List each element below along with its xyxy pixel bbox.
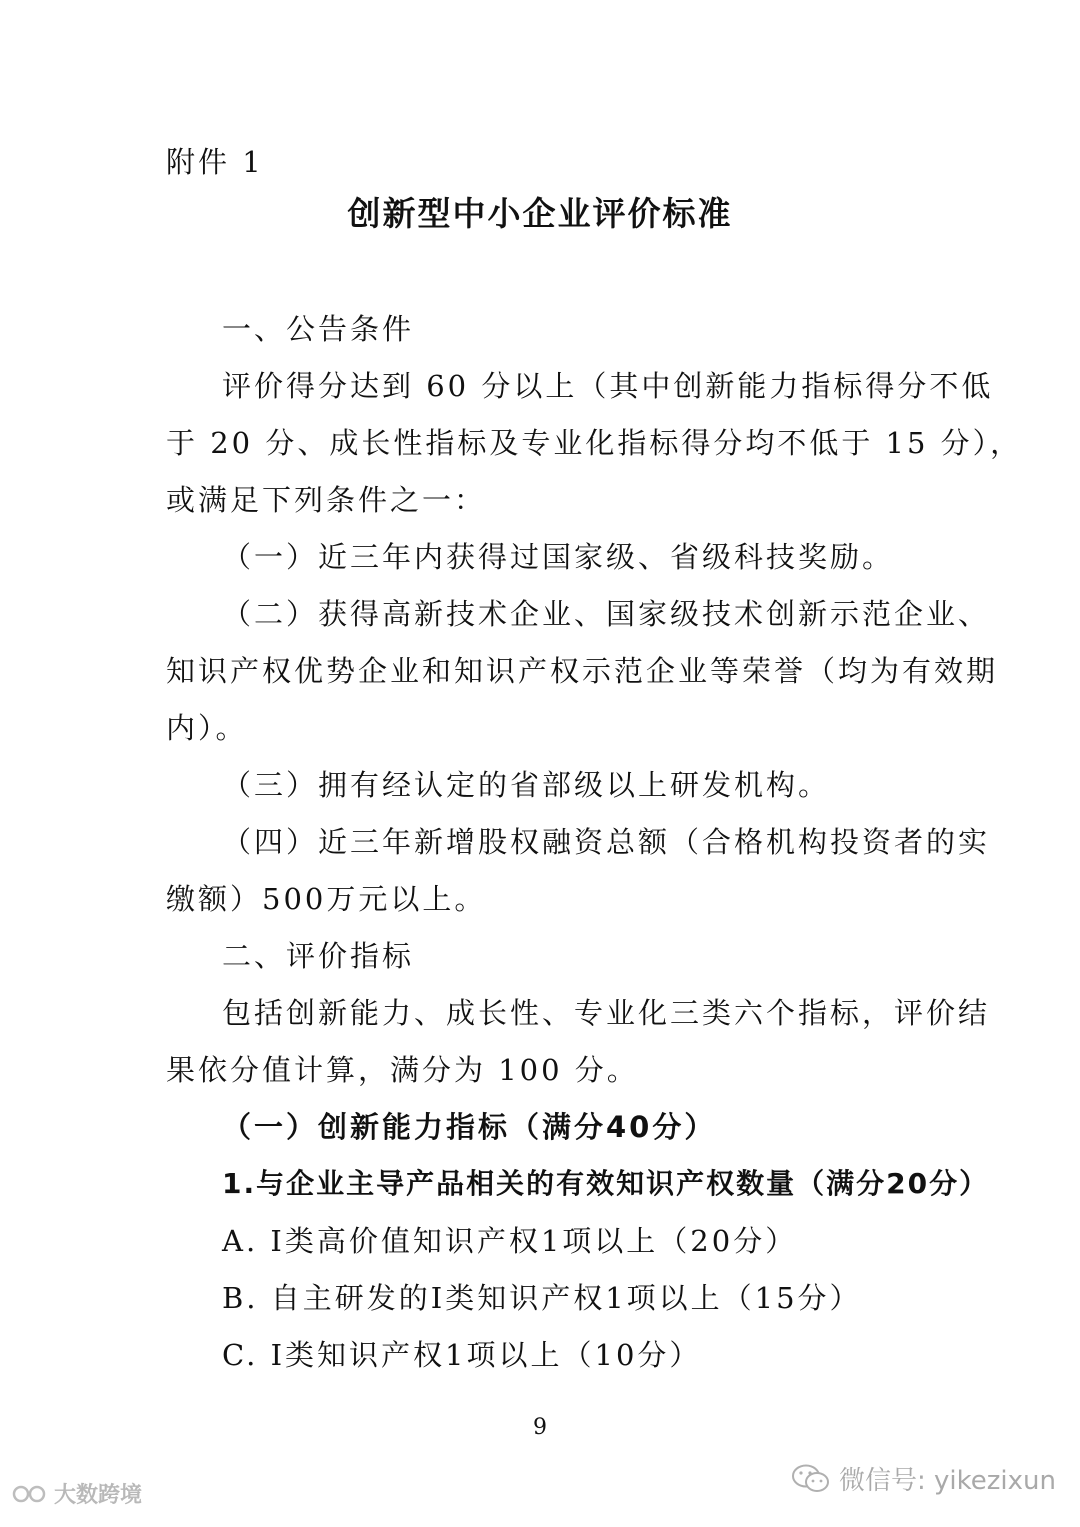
source-watermark (12, 1478, 142, 1509)
list-item: （三）拥有经认定的省部级以上研发机构。 (222, 768, 831, 802)
list-item: （二）获得高新技术企业、国家级技术创新示范企业、 (222, 597, 991, 631)
watermark-right-text: 微信号: yikezixun (839, 1466, 1056, 1496)
paragraph-line: 或满足下列条件之一： (166, 483, 487, 517)
item-heading: 1.与企业主导产品相关的有效知识产权数量（满分20分） (222, 1167, 990, 1200)
section-heading-indicators: 二、评价指标 (222, 939, 415, 973)
subsection-heading: （一）创新能力指标（满分40分） (222, 1110, 717, 1144)
attachment-label: 附件 1 (166, 145, 264, 179)
logo-mark-icon (12, 1484, 48, 1504)
wechat-watermark (791, 1460, 1056, 1497)
option-line: A. I类高价值知识产权1项以上（20分） (222, 1224, 798, 1258)
wechat-icon (791, 1463, 831, 1495)
option-line: C. I类知识产权1项以上（10分） (222, 1338, 702, 1372)
paragraph-line: 评价得分达到 60 分以上（其中创新能力指标得分不低 (222, 369, 994, 403)
paragraph-line: 果依分值计算，满分为 100 分。 (166, 1053, 639, 1087)
paragraph-line: 包括创新能力、成长性、专业化三类六个指标，评价结 (222, 996, 991, 1030)
list-item: （一）近三年内获得过国家级、省级科技奖励。 (222, 540, 895, 574)
paragraph-line: 缴额）500万元以上。 (166, 882, 487, 916)
list-item: （四）近三年新增股权融资总额（合格机构投资者的实 (222, 825, 991, 859)
paragraph-line: 内）。 (166, 711, 248, 745)
paragraph-line: 于 20 分、成长性指标及专业化指标得分均不低于 15 分）， (166, 426, 1023, 460)
page-number: 9 (533, 1415, 547, 1440)
watermark-left-text: 大数跨境 (54, 1483, 143, 1508)
option-line: B. 自主研发的I类知识产权1项以上（15分） (222, 1281, 862, 1315)
section-heading-announcement: 一、公告条件 (222, 312, 415, 346)
document-title: 创新型中小企业评价标准 (347, 194, 733, 233)
paragraph-line: 知识产权优势企业和知识产权示范企业等荣誉（均为有效期 (166, 654, 999, 688)
